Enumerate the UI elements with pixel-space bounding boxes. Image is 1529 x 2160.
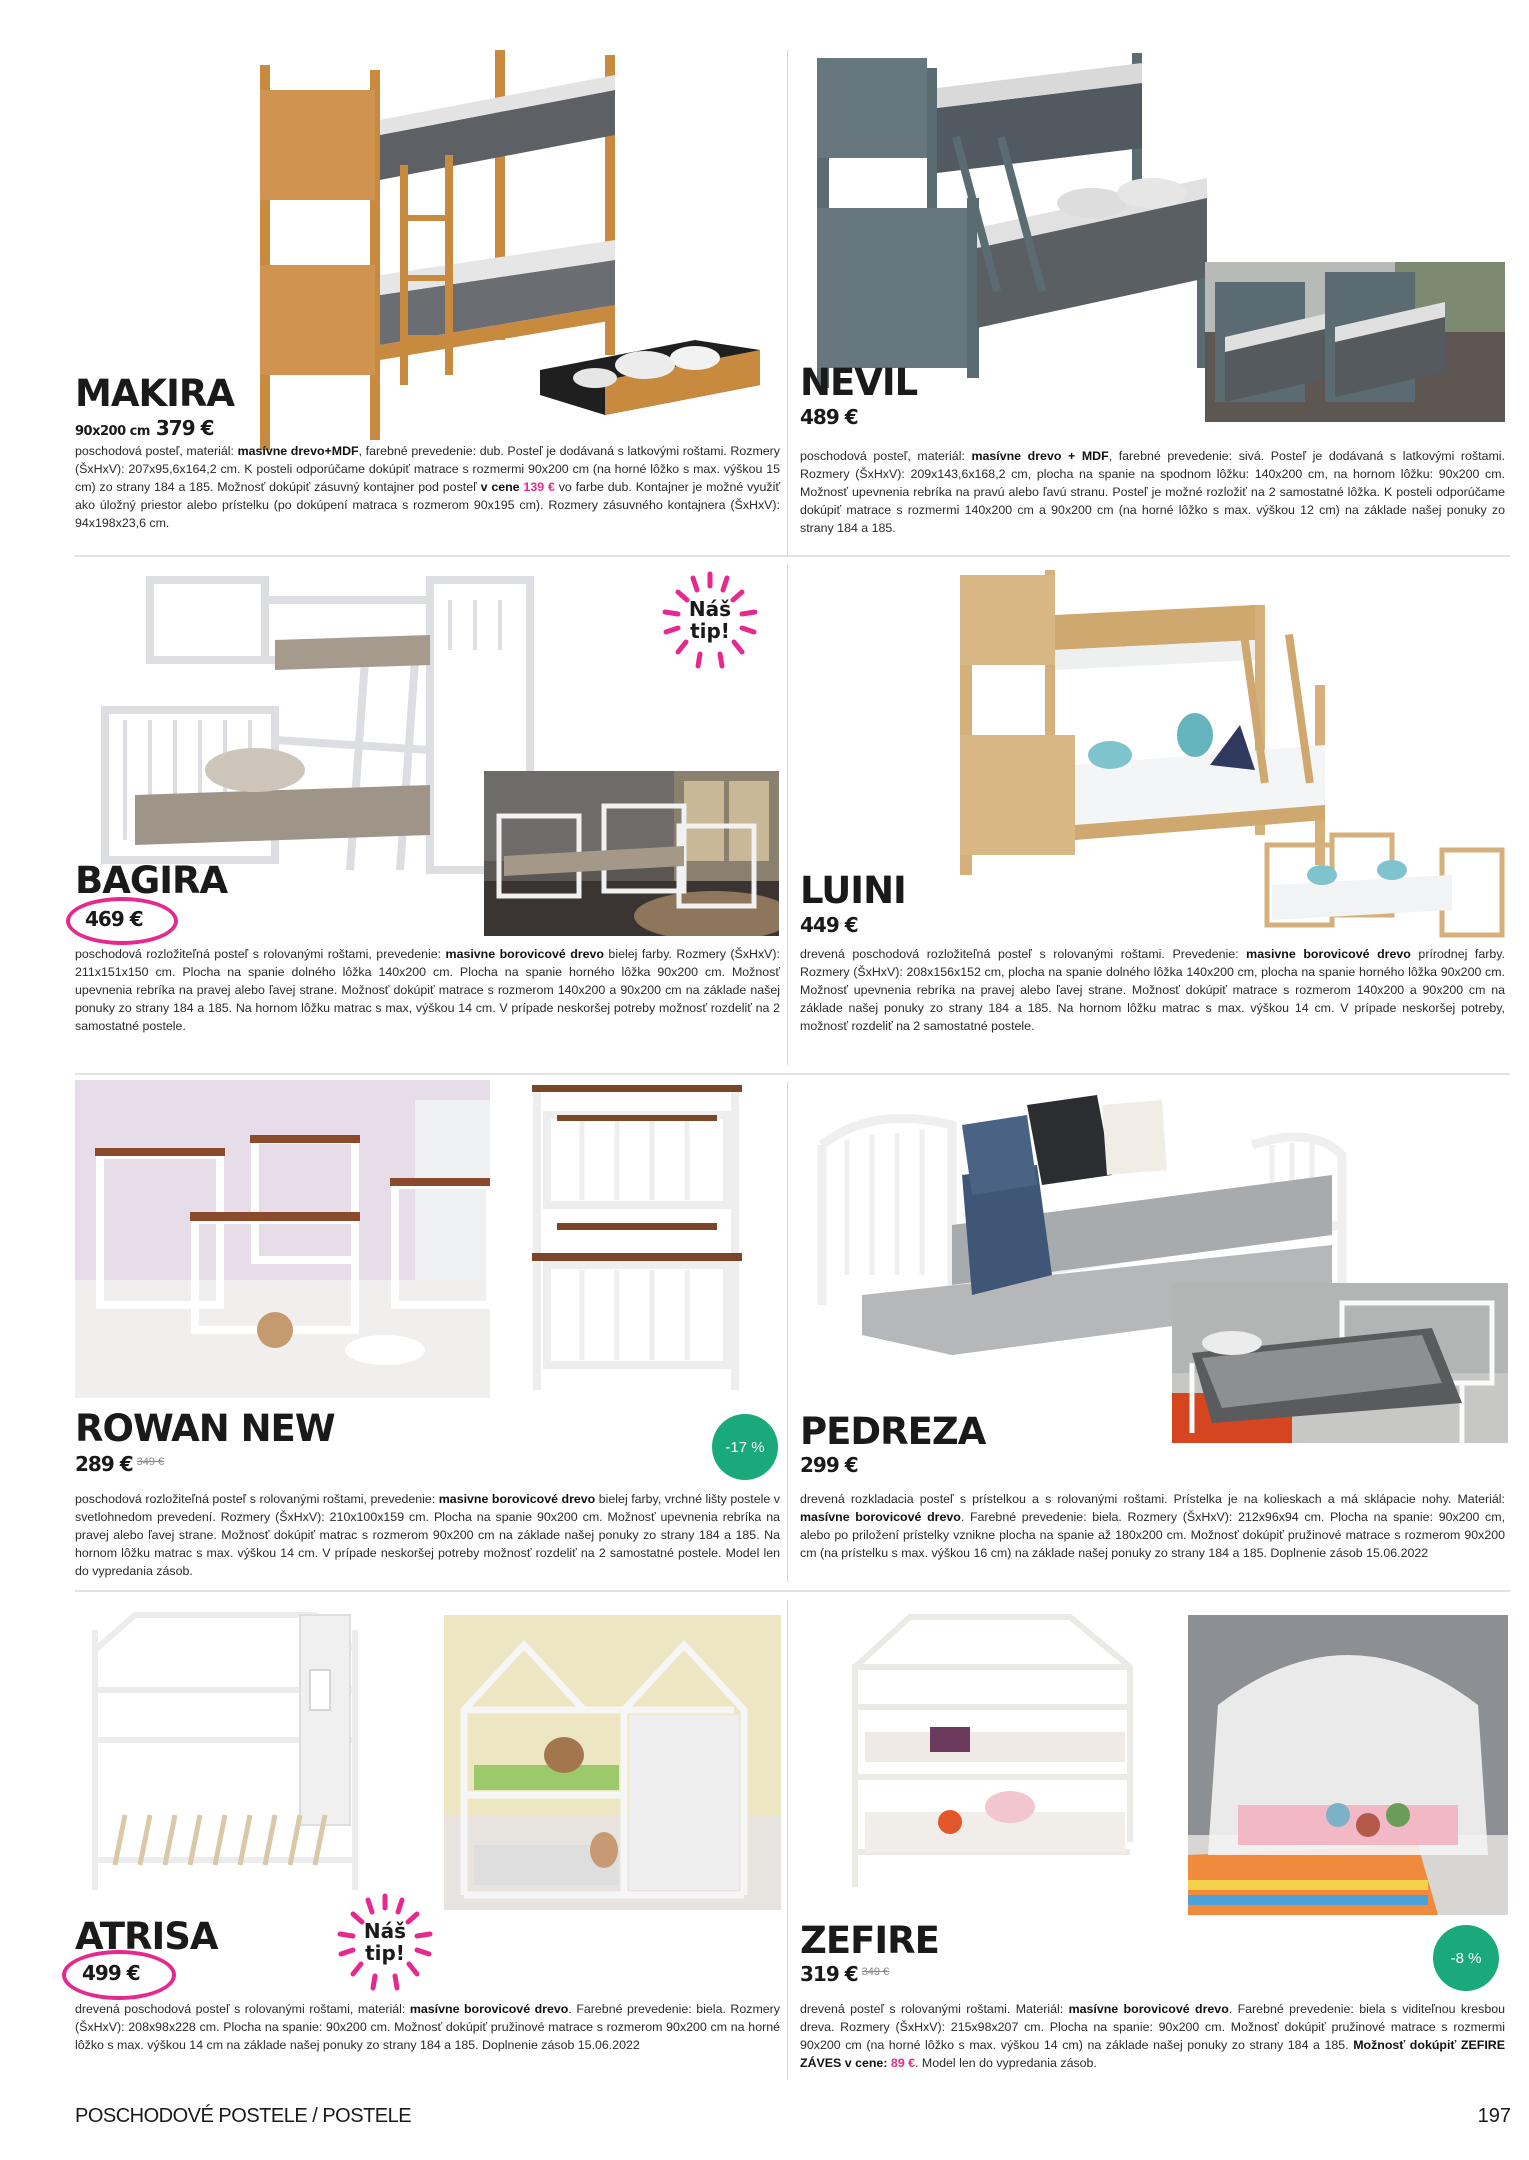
product-image-nevil-room[interactable]: [1205, 262, 1505, 422]
product-price: 489 €: [800, 405, 858, 429]
product-description: drevená posteľ s rolovanými roštami. Materiál: masívne borovicové drevo. Farebné prevedenie: biela s viditeľnou kresbou dreva. Rozmery (ŠxHxV): 215x98x207 cm. Plocha na spanie: 90x200 cm. Možnosť dokúpiť pružinové matrace s rozmermi 90x200 cm (na horné lôžko s max. výškou 14 cm) na základe našej ponuky zo strany 184 a 185. Možnosť dokúpiť ZEFIRE ZÁVES v cene: 89 €. Model len do vypredania zásob.: [800, 2002, 1506, 2070]
product-price: 319 €: [800, 1962, 858, 1986]
price-row: [800, 1455, 858, 1476]
product-image-rowan-room[interactable]: [75, 1080, 490, 1398]
tip-line-1: Náš: [363, 1919, 407, 1943]
product-name: MAKIRA: [75, 372, 235, 415]
product-image-makira-drawer[interactable]: [535, 330, 765, 420]
product-image-atrisa-bed[interactable]: [85, 1610, 365, 1895]
page-number: 197: [1477, 2105, 1511, 2127]
tip-line-2: tip!: [690, 619, 730, 643]
price-row: [85, 909, 143, 930]
product-description: poschodová rozložiteľná posteľ s rolovanými roštami, prevedenie: masivne borovicové drevo bielej farby, vrchné lišty postele v svetlohnedom prevedení. Rozmery (ŠxHxV): 210x100x159 cm. Plocha na spanie 90x200 cm. Možnosť upevnenia rebríka na pravej alebo ľavej strane. Možnosť dokúpiť matrac s rozmerom 90x200 cm na základe našej ponuky zo strany 184 a 185. Na hornom lôžku matrac s max. výškou 14 cm. V prípade neskoršej potreby možnosť rozdeliť na 2 samostatné postele. Model len do vypredania zásob.: [75, 1492, 780, 1578]
price-row: [75, 1454, 164, 1475]
product-name: NEVIL: [800, 361, 918, 404]
nas-tip-sticker: [335, 1892, 435, 1992]
tip-line-2: tip!: [365, 1941, 405, 1965]
product-price: 379 €: [155, 416, 214, 440]
tip-line-1: Náš: [688, 597, 732, 621]
product-image-zefire-bed[interactable]: [840, 1612, 1145, 1892]
product-price: 449 €: [800, 913, 858, 937]
product-image-pedreza-room[interactable]: [1172, 1283, 1508, 1443]
price-row: [75, 418, 214, 439]
product-image-luini-bed[interactable]: [955, 565, 1335, 875]
price-row: [800, 915, 858, 936]
price-row: [800, 407, 858, 428]
product-image-atrisa-room[interactable]: [444, 1615, 781, 1910]
product-image-rowan-bunk[interactable]: [527, 1085, 745, 1395]
product-description: poschodová rozložiteľná posteľ s rolovanými roštami, prevedenie: masivne borovicové drevo bielej farby. Rozmery (ŠxHxV): 211x151x150 cm. Plocha na spanie dolného lôžka 140x200 cm. Plocha na spanie horného lôžka 90x200 cm. Možnosť upevnenia rebríka na pravej alebo ľavej strane. Možnosť dokúpiť matrace s rozmerom 140x200 a 90x200 cm na základe našej ponuky zo strany 184 a 185. Na hornom lôžku matrac s max, výškou 14 cm. V prípade neskoršej potreby možnosť rozdeliť na 2 samostatné postele.: [75, 947, 780, 1033]
price-row: [800, 1964, 889, 1985]
discount-badge: -17 %: [712, 1414, 778, 1480]
product-price: 299 €: [800, 1453, 858, 1477]
product-description: drevená poschodová rozložiteľná posteľ s rolovanými roštami. Prevedenie: masivne borovicové drevo prírodnej farby. Rozmery (ŠxHxV): 208x156x152 cm, plocha na spanie dolného lôžka 140x200 cm, plocha na spanie horného lôžka 90x200 cm. Možnosť upevnenia rebríka na pravej alebo ľavej strane. Možnosť dokúpiť matrace s rozmerom 140x200 a 90x200 cm na základe našej ponuky zo strany 184 a 185. Na hornom lôžku matrac s max. výškou 14 cm. V prípade neskoršej potreby, možnosť rozdeliť na 2 samostatné postele.: [800, 947, 1506, 1033]
row-divider: [75, 555, 1510, 557]
column-divider: [787, 50, 788, 555]
column-divider: [787, 1600, 788, 2080]
product-name: PEDREZA: [800, 1410, 986, 1453]
product-description: drevená rozkladacia posteľ s prístelkou a s rolovanými roštami. Prístelka je na kolieskach a má sklápacie nohy. Materiál: masívne borovicové drevo. Farebné prevedenie: biela. Rozmery (ŠxHxV): 212x96x94 cm. Plocha na spanie: 90x200 cm, alebo po priložení prístelky vznikne plocha na spanie až 180x200 cm. Možnosť dokúpiť pružinové matrace s rozmerom 90x200 cm (na prístelku s max. výškou 16 cm) na základe našej ponuky zo strany 184 a 185. Doplnenie zásob 15.06.2022: [800, 1492, 1506, 1560]
product-price: 469 €: [85, 907, 143, 931]
product-name: ATRISA: [75, 1915, 218, 1958]
old-price: 349 €: [136, 1456, 165, 1468]
addon-price: 139 €: [523, 480, 555, 494]
discount-badge: -8 %: [1433, 1925, 1499, 1991]
column-divider: [787, 565, 788, 1065]
column-divider: [787, 1082, 788, 1582]
nas-tip-sticker: [660, 570, 760, 670]
old-price: 349 €: [861, 1966, 890, 1978]
row-divider: [75, 1073, 1510, 1075]
product-description: drevená poschodová posteľ s rolovanými roštami, materiál: masívne borovicové drevo. Farebné prevedenie: biela. Rozmery (ŠxHxV): 208x98x228 cm. Plocha na spanie: 90x200 cm. Možnosť dokúpiť pružinové matrace s rozmerom 90x200 cm na horné lôžko s max. výškou 14 cm na základe našej ponuky zo strany 184 a 185. Doplnenie zásob 15.06.2022: [75, 2002, 780, 2052]
product-name: LUINI: [800, 869, 906, 912]
product-description: poschodová posteľ, materiál: masívne drevo+MDF, farebné prevedenie: dub. Posteľ je dodávaná s latkovými roštami. Rozmery (ŠxHxV): 207x95,6x164,2 cm. K posteli odporúčame dokúpiť matrace s rozmermi 90x200 cm (na horné lôžko s max. výškou 15 cm) zo strany 184 a 185. Možnosť dokúpiť zásuvný kontajner pod posteľ v cene 139 € vo farbe dub. Kontajner je možné využiť ako úložný priestor alebo prístelku (po dokúpení matraca s rozmerom 90x195 cm). Rozmery zásuvného kontajnera (ŠxHxV): 94x198x23,6 cm.: [75, 444, 780, 530]
addon-price: 89 €: [890, 2056, 916, 2070]
product-name: ZEFIRE: [800, 1919, 939, 1962]
product-size: 90x200 cm: [75, 424, 150, 439]
price-row: [82, 1963, 140, 1984]
product-image-zefire-room[interactable]: [1188, 1615, 1508, 1915]
product-name: BAGIRA: [75, 859, 228, 902]
product-image-luini-separate[interactable]: [1262, 830, 1507, 940]
product-price: 289 €: [75, 1452, 133, 1476]
row-divider: [75, 1590, 1510, 1592]
product-price: 499 €: [82, 1961, 140, 1985]
product-image-nevil-bed[interactable]: [812, 48, 1212, 398]
product-image-bagira-room[interactable]: [484, 771, 779, 936]
section-title: POSCHODOVÉ POSTELE / POSTELE: [75, 2105, 412, 2127]
product-description: poschodová posteľ, materiál: masívne drevo + MDF, farebné prevedenie: sivá. Posteľ je dodávaná s latkovými roštami. Rozmery (ŠxHxV): 209x143,6x168,2 cm, plocha na spanie na spodnom lôžku: 140x200 cm, na hornom lôžku: 90x200 cm. Možnosť upevnenia rebríka na pravú alebo ľavú stranu. Posteľ je možné rozložiť na 2 samostatné lôžka. K posteli odporúčame dokúpiť matrace s rozmermi 140x200 cm a 90x200 cm (na horné lôžko s max. výškou 12 cm) na základe našej ponuky zo strany 184 a 185.: [800, 449, 1505, 535]
product-name: ROWAN NEW: [75, 1407, 335, 1450]
